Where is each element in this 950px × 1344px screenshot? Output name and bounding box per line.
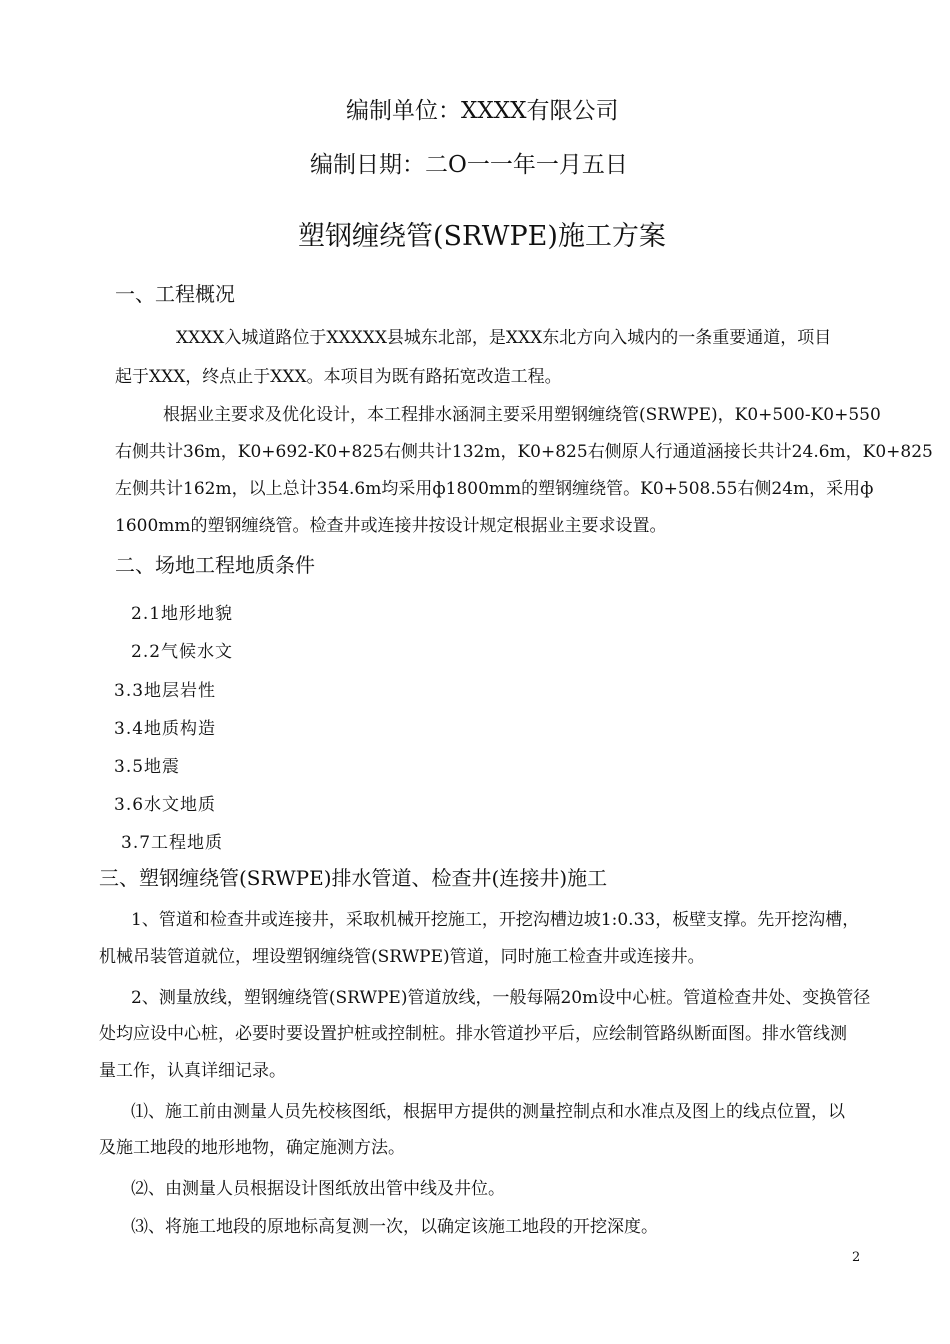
section1-p2-line4: 1600mm的塑钢缠绕管。检查井或连接井按设计规定根据业主要求设置。 — [115, 516, 667, 536]
section3-p5: ⑶、将施工地段的原地标高复测一次，以确定该施工地段的开挖深度。 — [131, 1217, 658, 1237]
section1-p2-line1: 根据业主要求及优化设计，本工程排水涵洞主要采用塑钢缠绕管(SRWPE)，K0+500-K0+550 — [163, 405, 881, 425]
page-number: 2 — [852, 1250, 861, 1265]
section2-item: 2.1地形地貌 — [131, 604, 234, 624]
section2-item: 3.4地质构造 — [114, 719, 217, 739]
section2-item: 3.5地震 — [114, 757, 181, 777]
header-unit-line: 编制单位：XXXX有限公司 — [346, 98, 619, 124]
section3-p2-line3: 量工作，认真详细记录。 — [99, 1061, 286, 1081]
section3-p3-line2: 及施工地段的地形地物，确定施测方法。 — [99, 1138, 405, 1158]
section3-p2-line1: 2、测量放线，塑钢缠绕管(SRWPE)管道放线，一般每隔20m设中心桩。管道检查井处、变换管径 — [131, 988, 871, 1008]
section3-p3-line1: ⑴、施工前由测量人员先校核图纸，根据甲方提供的测量控制点和水准点及图上的线点位置，以 — [131, 1102, 845, 1122]
section1-p1-line1: XXXX入城道路位于XXXXX县城东北部，是XXX东北方向入城内的一条重要通道，项目 — [176, 328, 832, 348]
document-title: 塑钢缠绕管(SRWPE)施工方案 — [298, 221, 666, 252]
section2-heading: 二、场地工程地质条件 — [115, 553, 315, 577]
section1-p1-line2: 起于XXX，终点止于XXX。本项目为既有路拓宽改造工程。 — [115, 367, 562, 387]
section2-item: 3.6水文地质 — [114, 795, 217, 815]
section2-item: 3.3地层岩性 — [114, 681, 217, 701]
section3-heading: 三、塑钢缠绕管(SRWPE)排水管道、检查井(连接井)施工 — [99, 866, 608, 890]
section2-item: 2.2气候水文 — [131, 642, 234, 662]
section3-p1-line2: 机械吊装管道就位，埋设塑钢缠绕管(SRWPE)管道，同时施工检查井或连接井。 — [99, 947, 705, 967]
section3-p2-line2: 处均应设中心桩，必要时要设置护桩或控制桩。排水管道抄平后，应绘制管路纵断面图。排水管线测 — [99, 1024, 847, 1044]
section3-p4: ⑵、由测量人员根据设计图纸放出管中线及井位。 — [131, 1179, 505, 1199]
section3-p1-line1: 1、管道和检查井或连接井，采取机械开挖施工，开挖沟槽边坡1:0.33，板壁支撑。先开挖沟槽， — [131, 910, 860, 930]
section1-p2-line3: 左侧共计162m，以上总计354.6m均采用ф1800mm的塑钢缠绕管。K0+508.55右侧24m，采用ф — [115, 479, 874, 499]
section1-heading: 一、工程概况 — [115, 282, 235, 306]
section1-p2-line2: 右侧共计36m，K0+692-K0+825右侧共计132m，K0+825右侧原人行通道涵接长共计24.6m，K0+825 — [115, 442, 933, 462]
section2-item: 3.7工程地质 — [121, 833, 224, 853]
header-date-line: 编制日期：二O一一年一月五日 — [310, 152, 628, 178]
